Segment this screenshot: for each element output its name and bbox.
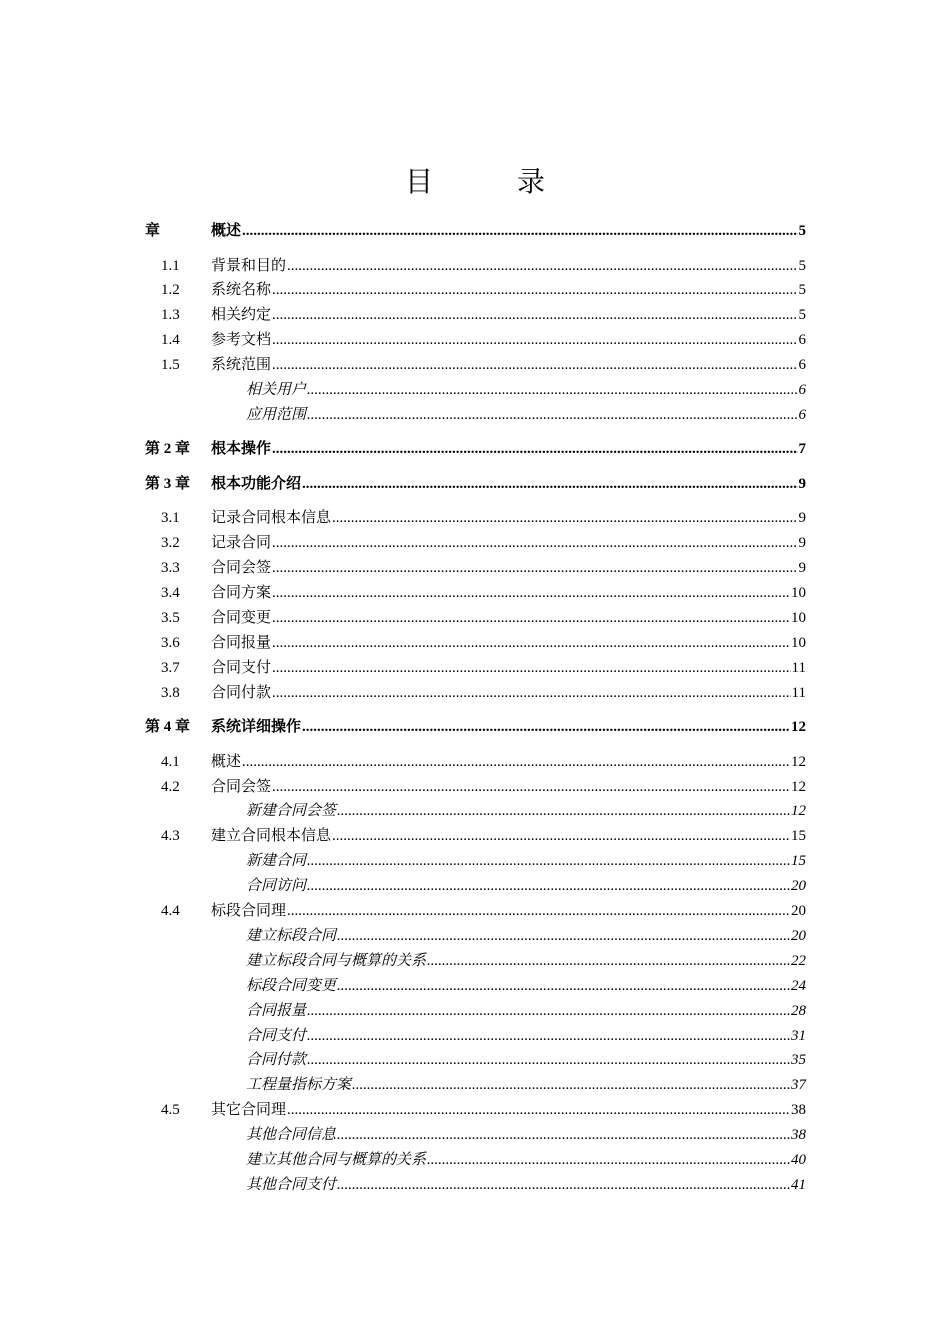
toc-leader-dots bbox=[307, 850, 790, 872]
toc-entry[interactable] bbox=[211, 279, 806, 301]
toc-page-number: 38 bbox=[791, 1102, 806, 1118]
toc-number: 第 2 章 bbox=[145, 441, 191, 457]
toc-label: 背景和目的 bbox=[211, 258, 287, 274]
toc-sub-row[interactable] bbox=[0, 1149, 950, 1171]
toc-section-row[interactable] bbox=[0, 507, 950, 529]
toc-label: 概述 bbox=[211, 223, 242, 239]
toc-entry[interactable] bbox=[211, 751, 806, 773]
toc-entry[interactable] bbox=[211, 682, 806, 704]
toc-leader-dots bbox=[337, 1174, 790, 1196]
toc-leader-dots bbox=[332, 507, 797, 529]
toc-sub-row[interactable] bbox=[0, 925, 950, 947]
toc-entry[interactable] bbox=[246, 975, 806, 997]
toc-leader-dots bbox=[272, 657, 791, 679]
toc-entry[interactable] bbox=[246, 875, 806, 897]
toc-page-number: 12 bbox=[791, 803, 806, 819]
toc-number: 1.3 bbox=[161, 307, 180, 323]
toc-leader-dots bbox=[337, 975, 790, 997]
toc-leader-dots bbox=[352, 1074, 790, 1096]
toc-label: 建立标段合同与概算的关系 bbox=[246, 953, 427, 969]
toc-section-row[interactable] bbox=[0, 582, 950, 604]
toc-sub-row[interactable] bbox=[0, 1025, 950, 1047]
toc-section-row[interactable] bbox=[0, 632, 950, 654]
toc-sub-row[interactable] bbox=[0, 1000, 950, 1022]
toc-leader-dots bbox=[242, 220, 797, 242]
toc-entry[interactable] bbox=[211, 582, 806, 604]
toc-entry[interactable] bbox=[211, 354, 806, 376]
toc-label: 其他合同支付 bbox=[246, 1177, 337, 1193]
toc-section-row[interactable] bbox=[0, 557, 950, 579]
toc-entry[interactable] bbox=[246, 1149, 806, 1171]
toc-label: 合同付款 bbox=[246, 1052, 307, 1068]
toc-label: 相关约定 bbox=[211, 307, 272, 323]
toc-entry[interactable] bbox=[211, 329, 806, 351]
toc-entry[interactable] bbox=[211, 657, 806, 679]
toc-page-number: 15 bbox=[791, 853, 806, 869]
toc-sub-row[interactable] bbox=[0, 1174, 950, 1196]
toc-leader-dots bbox=[272, 776, 790, 798]
toc-entry[interactable] bbox=[211, 607, 806, 629]
toc-leader-dots bbox=[272, 438, 797, 460]
toc-leader-dots bbox=[307, 1000, 790, 1022]
toc-entry[interactable] bbox=[246, 1124, 806, 1146]
toc-label: 合同会签 bbox=[211, 560, 272, 576]
toc-entry[interactable] bbox=[211, 1099, 806, 1121]
toc-page-number: 9 bbox=[798, 510, 806, 526]
toc-label: 根本操作 bbox=[211, 441, 272, 457]
toc-leader-dots bbox=[272, 607, 790, 629]
toc-label: 合同支付 bbox=[246, 1028, 307, 1044]
toc-page-number: 5 bbox=[798, 223, 806, 239]
toc-label: 标段合同理 bbox=[211, 903, 287, 919]
toc-leader-dots bbox=[287, 255, 797, 277]
toc-leader-dots bbox=[307, 875, 790, 897]
toc-page-number: 11 bbox=[791, 685, 806, 701]
toc-leader-dots bbox=[332, 825, 790, 847]
toc-page-number: 38 bbox=[791, 1127, 806, 1143]
toc-sub-row[interactable] bbox=[0, 404, 950, 426]
toc-leader-dots bbox=[272, 682, 791, 704]
toc-page-number: 12 bbox=[791, 779, 806, 795]
toc-label: 合同会签 bbox=[211, 779, 272, 795]
toc-number: 4.2 bbox=[161, 779, 180, 795]
toc-number: 章 bbox=[145, 223, 161, 239]
toc-label: 应用范围 bbox=[246, 407, 307, 423]
toc-label: 记录合同 bbox=[211, 535, 272, 551]
toc-section-row[interactable] bbox=[0, 354, 950, 376]
toc-section-row[interactable] bbox=[0, 255, 950, 277]
toc-number: 第 3 章 bbox=[145, 476, 191, 492]
toc-number: 1.5 bbox=[161, 357, 180, 373]
toc-leader-dots bbox=[272, 582, 790, 604]
toc-label: 合同变更 bbox=[211, 610, 272, 626]
toc-label: 概述 bbox=[211, 754, 242, 770]
toc-leader-dots bbox=[272, 304, 797, 326]
toc-entry[interactable] bbox=[246, 850, 806, 872]
toc-number: 1.4 bbox=[161, 332, 180, 348]
toc-leader-dots bbox=[287, 900, 790, 922]
toc-label: 工程量指标方案 bbox=[246, 1077, 352, 1093]
toc-page-number: 15 bbox=[791, 828, 806, 844]
toc-page-number: 31 bbox=[791, 1028, 806, 1044]
toc-label: 记录合同根本信息 bbox=[211, 510, 332, 526]
toc-leader-dots bbox=[272, 557, 797, 579]
toc-leader-dots bbox=[307, 1049, 790, 1071]
toc-page-number: 5 bbox=[798, 307, 806, 323]
toc-number: 1.1 bbox=[161, 258, 180, 274]
toc-label: 合同访问 bbox=[246, 878, 307, 894]
toc-entry[interactable] bbox=[246, 925, 806, 947]
toc-leader-dots bbox=[272, 279, 797, 301]
toc-entry[interactable] bbox=[211, 473, 806, 495]
toc-sub-row[interactable] bbox=[0, 800, 950, 822]
toc-section-row[interactable] bbox=[0, 329, 950, 351]
toc-section-row[interactable] bbox=[0, 825, 950, 847]
toc-number: 3.2 bbox=[161, 535, 180, 551]
toc-entry[interactable] bbox=[211, 438, 806, 460]
toc-leader-dots bbox=[272, 329, 797, 351]
toc-label: 根本功能介绍 bbox=[211, 476, 302, 492]
toc-label: 系统范围 bbox=[211, 357, 272, 373]
toc-leader-dots bbox=[307, 379, 797, 401]
toc-label: 系统详细操作 bbox=[211, 719, 302, 735]
toc-entry[interactable] bbox=[246, 1025, 806, 1047]
toc-page-number: 5 bbox=[798, 258, 806, 274]
toc-chapter-row[interactable] bbox=[0, 220, 950, 242]
toc-number: 第 4 章 bbox=[145, 719, 191, 735]
toc-leader-dots bbox=[302, 473, 797, 495]
toc-section-row[interactable] bbox=[0, 751, 950, 773]
toc-page-number: 10 bbox=[791, 610, 806, 626]
toc-section-row[interactable] bbox=[0, 657, 950, 679]
toc-label: 建立其他合同与概算的关系 bbox=[246, 1152, 427, 1168]
page-title: 目 录 bbox=[404, 167, 573, 198]
toc-entry[interactable] bbox=[246, 1049, 806, 1071]
toc-chapter-row[interactable] bbox=[0, 438, 950, 460]
toc-number: 1.2 bbox=[161, 282, 180, 298]
toc-page-number: 7 bbox=[798, 441, 806, 457]
toc-sub-row[interactable] bbox=[0, 950, 950, 972]
toc-label: 建立合同根本信息 bbox=[211, 828, 332, 844]
toc-sub-row[interactable] bbox=[0, 1074, 950, 1096]
toc-page-number: 22 bbox=[791, 953, 806, 969]
toc-number: 4.4 bbox=[161, 903, 180, 919]
toc-page-number: 11 bbox=[791, 660, 806, 676]
toc-page-number: 28 bbox=[791, 1003, 806, 1019]
toc-entry[interactable] bbox=[211, 255, 806, 277]
toc-number: 3.7 bbox=[161, 660, 180, 676]
toc-leader-dots bbox=[337, 1124, 790, 1146]
toc-entry[interactable] bbox=[211, 632, 806, 654]
toc-page-number: 9 bbox=[798, 560, 806, 576]
toc-section-row[interactable] bbox=[0, 279, 950, 301]
toc-label: 合同付款 bbox=[211, 685, 272, 701]
toc-page-number: 6 bbox=[798, 407, 806, 423]
toc-label: 新建合同 bbox=[246, 853, 307, 869]
toc-leader-dots bbox=[242, 751, 790, 773]
toc-entry[interactable] bbox=[211, 716, 806, 738]
toc-page-number: 9 bbox=[798, 535, 806, 551]
toc-label: 参考文档 bbox=[211, 332, 272, 348]
toc-leader-dots bbox=[427, 1149, 790, 1171]
toc-sub-row[interactable] bbox=[0, 875, 950, 897]
toc-page-number: 40 bbox=[791, 1152, 806, 1168]
toc-entry[interactable] bbox=[246, 950, 806, 972]
toc-label: 合同方案 bbox=[211, 585, 272, 601]
toc-section-row[interactable] bbox=[0, 607, 950, 629]
toc-leader-dots bbox=[302, 716, 790, 738]
toc-sub-row[interactable] bbox=[0, 1124, 950, 1146]
toc-section-row[interactable] bbox=[0, 900, 950, 922]
toc-number: 3.6 bbox=[161, 635, 180, 651]
toc-entry[interactable] bbox=[246, 404, 806, 426]
toc-label: 其它合同理 bbox=[211, 1102, 287, 1118]
toc-number: 4.1 bbox=[161, 754, 180, 770]
toc-page-number: 6 bbox=[798, 332, 806, 348]
toc-page-number: 6 bbox=[798, 382, 806, 398]
toc-page-number: 20 bbox=[791, 903, 806, 919]
toc-label: 新建合同会签 bbox=[246, 803, 337, 819]
toc-page-number: 12 bbox=[791, 754, 806, 770]
toc-section-row[interactable] bbox=[0, 532, 950, 554]
toc-label: 合同支付 bbox=[211, 660, 272, 676]
toc-entry[interactable] bbox=[211, 825, 806, 847]
toc-entry[interactable] bbox=[211, 532, 806, 554]
toc-label: 其他合同信息 bbox=[246, 1127, 337, 1143]
toc-leader-dots bbox=[287, 1099, 790, 1121]
toc-page-number: 10 bbox=[791, 585, 806, 601]
toc-page-number: 20 bbox=[791, 878, 806, 894]
toc-page-number: 10 bbox=[791, 635, 806, 651]
toc-leader-dots bbox=[337, 925, 790, 947]
toc-number: 3.5 bbox=[161, 610, 180, 626]
toc-entry[interactable] bbox=[211, 304, 806, 326]
toc-entry[interactable] bbox=[246, 800, 806, 822]
toc-sub-row[interactable] bbox=[0, 975, 950, 997]
toc-entry[interactable] bbox=[246, 379, 806, 401]
toc-label: 合同报量 bbox=[211, 635, 272, 651]
toc-label: 系统名称 bbox=[211, 282, 272, 298]
toc-page-number: 41 bbox=[791, 1177, 806, 1193]
toc-number: 3.3 bbox=[161, 560, 180, 576]
toc-chapter-row[interactable] bbox=[0, 473, 950, 495]
toc-leader-dots bbox=[272, 354, 797, 376]
toc-label: 相关用户 bbox=[246, 382, 307, 398]
toc-page-number: 20 bbox=[791, 928, 806, 944]
toc-section-row[interactable] bbox=[0, 304, 950, 326]
toc-number: 4.3 bbox=[161, 828, 180, 844]
toc-page-number: 12 bbox=[791, 719, 806, 735]
toc-page-number: 24 bbox=[791, 978, 806, 994]
toc-label: 建立标段合同 bbox=[246, 928, 337, 944]
toc-leader-dots bbox=[272, 532, 797, 554]
toc-number: 3.4 bbox=[161, 585, 180, 601]
toc-page-number: 37 bbox=[791, 1077, 806, 1093]
toc-entry[interactable] bbox=[211, 507, 806, 529]
toc-leader-dots bbox=[307, 404, 797, 426]
toc-section-row[interactable] bbox=[0, 776, 950, 798]
toc-leader-dots bbox=[307, 1025, 790, 1047]
toc-leader-dots bbox=[427, 950, 790, 972]
toc-entry[interactable] bbox=[211, 776, 806, 798]
toc-sub-row[interactable] bbox=[0, 1049, 950, 1071]
toc-page-number: 35 bbox=[791, 1052, 806, 1068]
toc-leader-dots bbox=[272, 632, 790, 654]
toc-number: 4.5 bbox=[161, 1102, 180, 1118]
toc-entry[interactable] bbox=[211, 220, 806, 242]
toc-label: 标段合同变更 bbox=[246, 978, 337, 994]
toc-entry[interactable] bbox=[246, 1174, 806, 1196]
toc-label: 合同报量 bbox=[246, 1003, 307, 1019]
toc-number: 3.8 bbox=[161, 685, 180, 701]
toc-section-row[interactable] bbox=[0, 682, 950, 704]
toc-sub-row[interactable] bbox=[0, 379, 950, 401]
toc-chapter-row[interactable] bbox=[0, 716, 950, 738]
toc-entry[interactable] bbox=[246, 1074, 806, 1096]
toc-page-number: 9 bbox=[798, 476, 806, 492]
toc-section-row[interactable] bbox=[0, 1099, 950, 1121]
toc-entry[interactable] bbox=[246, 1000, 806, 1022]
toc-leader-dots bbox=[337, 800, 790, 822]
toc-page-number: 5 bbox=[798, 282, 806, 298]
toc-sub-row[interactable] bbox=[0, 850, 950, 872]
toc-number: 3.1 bbox=[161, 510, 180, 526]
toc-page-number: 6 bbox=[798, 357, 806, 373]
toc-entry[interactable] bbox=[211, 900, 806, 922]
toc-entry[interactable] bbox=[211, 557, 806, 579]
